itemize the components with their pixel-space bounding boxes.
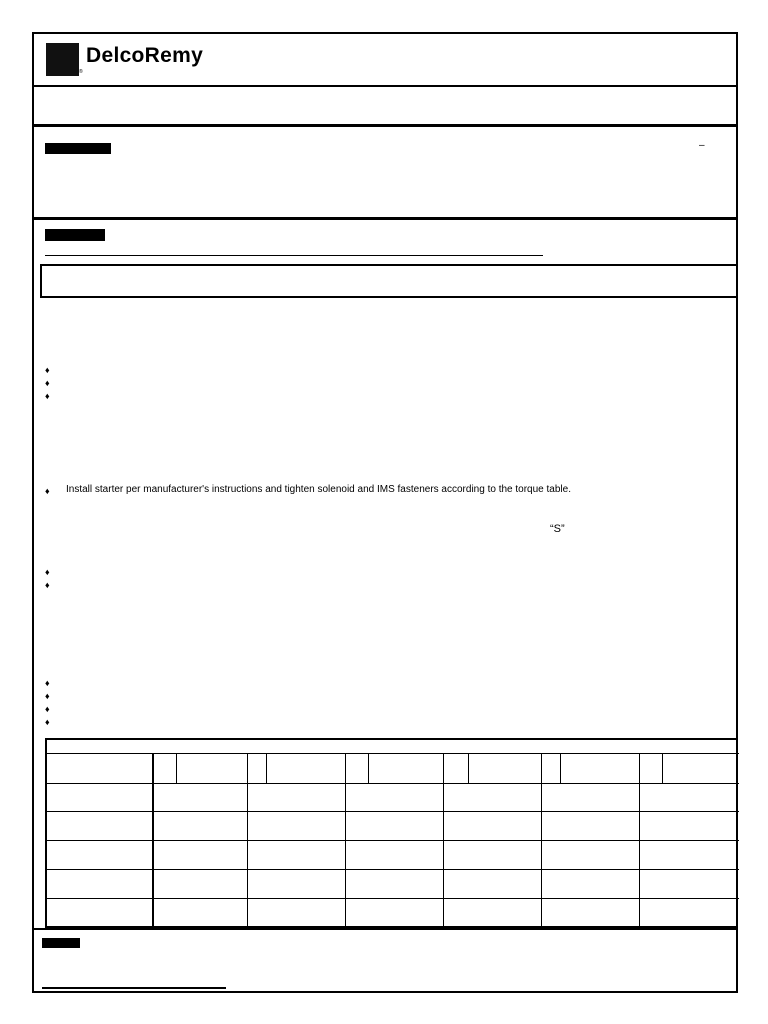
table-row-line bbox=[47, 811, 739, 812]
bullet-icon: ♦ bbox=[45, 567, 50, 577]
install-instruction: Install starter per manufacturer's instructions and tighten solenoid and IMS fasteners according to the torque table. bbox=[66, 484, 571, 495]
table-col-line bbox=[247, 753, 248, 928]
delco-remy-logo-icon bbox=[46, 43, 79, 73]
table-row-line bbox=[47, 753, 739, 754]
title-divider bbox=[34, 124, 738, 127]
table-row-line bbox=[47, 869, 739, 870]
table-col-line bbox=[639, 753, 640, 928]
bullet-icon: ♦ bbox=[45, 704, 50, 714]
table-subcol-line bbox=[560, 753, 561, 783]
bullet-icon: ♦ bbox=[45, 378, 50, 388]
table-row-line bbox=[47, 783, 739, 784]
table-subcol-line bbox=[266, 753, 267, 783]
signature-line bbox=[42, 987, 226, 989]
header-divider bbox=[32, 85, 738, 87]
table-row-line bbox=[47, 898, 739, 899]
bullet-icon: ♦ bbox=[45, 678, 50, 688]
bullet-icon: ♦ bbox=[45, 691, 50, 701]
table-row-line bbox=[47, 840, 739, 841]
bullet-icon: ♦ bbox=[45, 365, 50, 375]
table-subcol-line bbox=[368, 753, 369, 783]
bullet-icon: ♦ bbox=[45, 391, 50, 401]
footer-divider bbox=[32, 928, 738, 930]
underline-rule bbox=[45, 255, 543, 256]
bullet-icon: ♦ bbox=[45, 717, 50, 727]
bullet-icon: ♦ bbox=[45, 580, 50, 590]
redacted-heading-2 bbox=[45, 229, 105, 241]
table-subcol-line bbox=[662, 753, 663, 783]
section-divider bbox=[32, 217, 738, 220]
brand-name: DelcoRemy bbox=[86, 44, 204, 67]
info-box bbox=[40, 264, 738, 298]
torque-table bbox=[45, 738, 737, 928]
registered-mark: ® bbox=[79, 69, 83, 75]
table-subcol-line bbox=[176, 753, 177, 783]
table-col-line bbox=[152, 753, 154, 928]
bullet-icon: ♦ bbox=[45, 486, 50, 496]
table-subcol-line bbox=[468, 753, 469, 783]
redacted-footer-label bbox=[42, 938, 80, 948]
redacted-heading-1 bbox=[45, 143, 111, 154]
section-marker: – bbox=[699, 140, 705, 151]
table-col-line bbox=[345, 753, 346, 928]
table-col-line bbox=[443, 753, 444, 928]
table-col-line bbox=[541, 753, 542, 928]
terminal-label: “S” bbox=[550, 523, 565, 535]
